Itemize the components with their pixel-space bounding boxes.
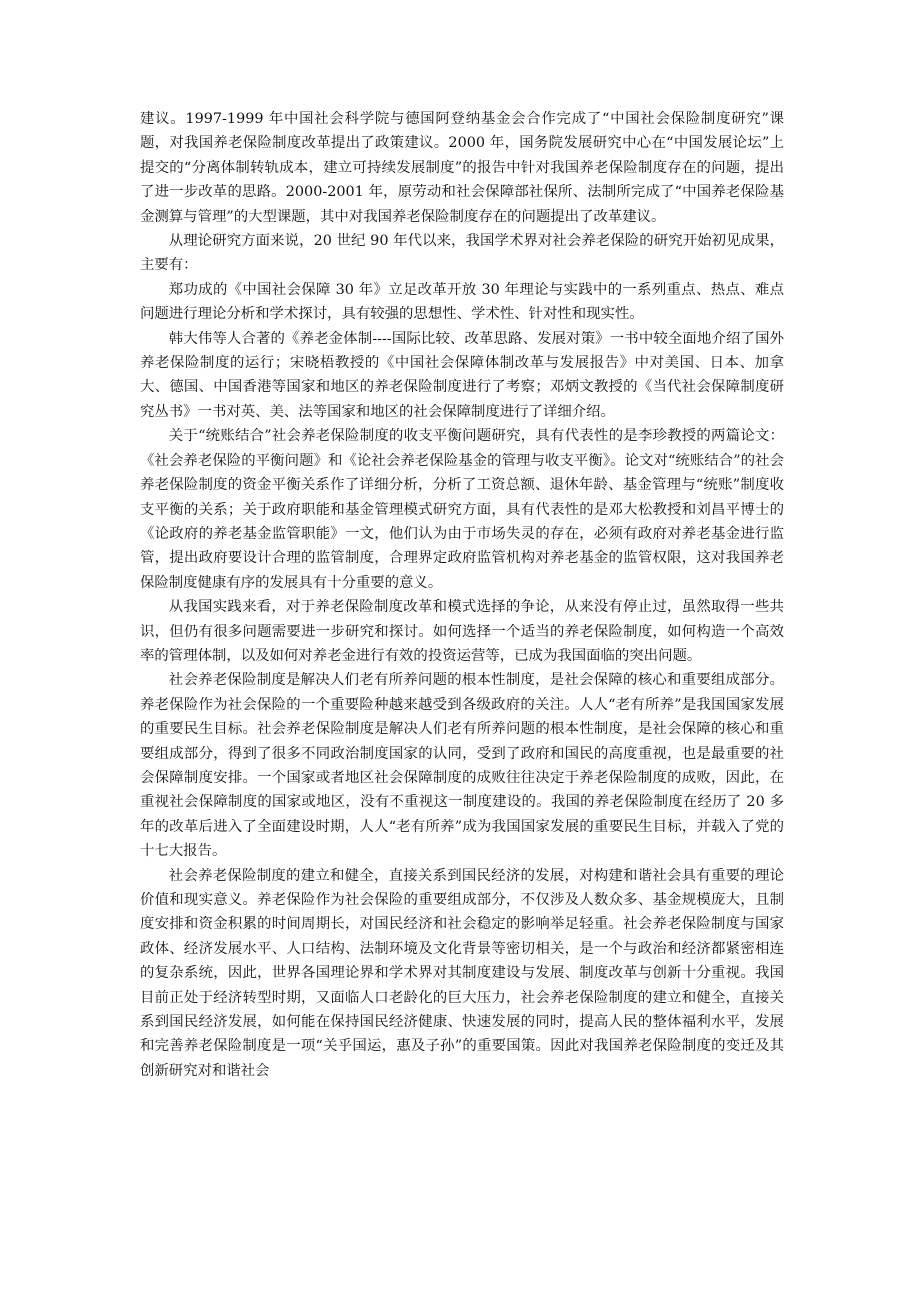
document-body bbox=[140, 107, 784, 1083]
paragraph-continuation: 建议。1997-1999 年中国社会科学院与德国阿登纳基金会合作完成了“中国社会保险制度研究”课题，对我国养老保险制度改革提出了政策建议。2000 年，国务院发展研究中心在“中国发展论坛”上提交的“分离体制转轨成本，建立可持续发展制度”的报告中针对我国养老保险制度存在的问题，提出了进一步改革的思路。2000-2001 年，原劳动和社会保障部社保所、法制所完成了“中国养老保险基金测算与管理”的大型课题，其中对我国养老保险制度存在的问题提出了改革建议。 bbox=[140, 111, 784, 225]
paragraph-balance-research: 关于“统账结合”社会养老保险制度的收支平衡问题研究，具有代表性的是李珍教授的两篇论文：《社会养老保险的平衡问题》和《论社会养老保险基金的管理与收支平衡》。论文对“统账结合”的社会养老保险制度的资金平衡关系作了详细分析，分析了工资总额、退休年龄、基金管理与“统账”制度收支平衡的关系；关于政府职能和基金管理模式研究方面，具有代表性的是邓大松教授和刘昌平博士的《论政府的养老基金监管职能》一文，他们认为由于市场失灵的存在，必须有政府对养老基金进行监管，提出政府要设计合理的监管制度，合理界定政府监管机构对养老基金的监管权限，这对我国养老保险制度健康有序的发展具有十分重要的意义。 bbox=[140, 428, 784, 591]
paragraph-practice: 从我国实践来看，对于养老保险制度改革和模式选择的争论，从来没有停止过，虽然取得一些共识，但仍有很多问题需要进一步研究和探讨。如何选择一个适当的养老保险制度，如何构造一个高效率的管理体制，以及如何对养老金进行有效的投资运营等，已成为我国面临的突出问题。 bbox=[140, 599, 784, 664]
paragraph-han-dawei: 韩大伟等人合著的《养老金体制----国际比较、改革思路、发展对策》一书中较全面地介绍了国外养老保险制度的运行；宋晓梧教授的《中国社会保障体制改革与发展报告》中对美国、日本、加拿大、德国、中国香港等国家和地区的养老保险制度进行了考察；邓炳文教授的《当代社会保障制度研究丛书》一书对英、美、法等国家和地区的社会保障制度进行了详细介绍。 bbox=[140, 330, 784, 420]
paragraph-zheng-gongcheng: 郑功成的《中国社会保障 30 年》立足改革开放 30 年理论与实践中的一系列重点、热点、难点问题进行理论分析和学术探讨，具有较强的思想性、学术性、针对性和现实性。 bbox=[140, 281, 784, 323]
paragraph-core-system: 社会养老保险制度是解决人们老有所养问题的根本性制度，是社会保障的核心和重要组成部分。养老保险作为社会保险的一个重要险种越来越受到各级政府的关注。人人“老有所养”是我国国家发展的重要民生目标。社会养老保险制度是解决人们老有所养问题的根本性制度，是社会保障的核心和重要组成部分，得到了很多不同政治制度国家的认同，受到了政府和国民的高度重视，也是最重要的社会保障制度安排。一个国家或者地区社会保障制度的成败往往决定于养老保险制度的成败，因此，在重视社会保障制度的国家或地区，没有不重视这一制度建设的。我国的养老保险制度在经历了 20 多年的改革后进入了全面建设时期，人人“老有所养”成为我国国家发展的重要民生目标，并载入了党的十七大报告。 bbox=[140, 672, 784, 860]
paragraph-significance: 社会养老保险制度的建立和健全，直接关系到国民经济的发展，对构建和谐社会具有重要的理论价值和现实意义。养老保险作为社会保险的重要组成部分，不仅涉及人数众多、基金规模庞大，且制度安排和资金积累的时间周期长，对国民经济和社会稳定的影响举足轻重。社会养老保险制度与国家政体、经济发展水平、人口结构、法制环境及文化背景等密切相关，是一个与政治和经济都紧密相连的复杂系统，因此，世界各国理论界和学术界对其制度建设与发展、制度改革与创新十分重视。我国目前正处于经济转型时期，又面临人口老龄化的巨大压力，社会养老保险制度的建立和健全，直接关系到国民经济发展，如何能在保持国民经济健康、快速发展的同时，提高人民的整体福利水平，发展和完善养老保险制度是一项“关乎国运，惠及子孙”的重要国策。因此对我国养老保险制度的变迁及其创新研究对和谐社会 bbox=[140, 867, 784, 1079]
paragraph-theory-overview: 从理论研究方面来说，20 世纪 90 年代以来，我国学术界对社会养老保险的研究开始初见成果，主要有： bbox=[140, 233, 784, 274]
